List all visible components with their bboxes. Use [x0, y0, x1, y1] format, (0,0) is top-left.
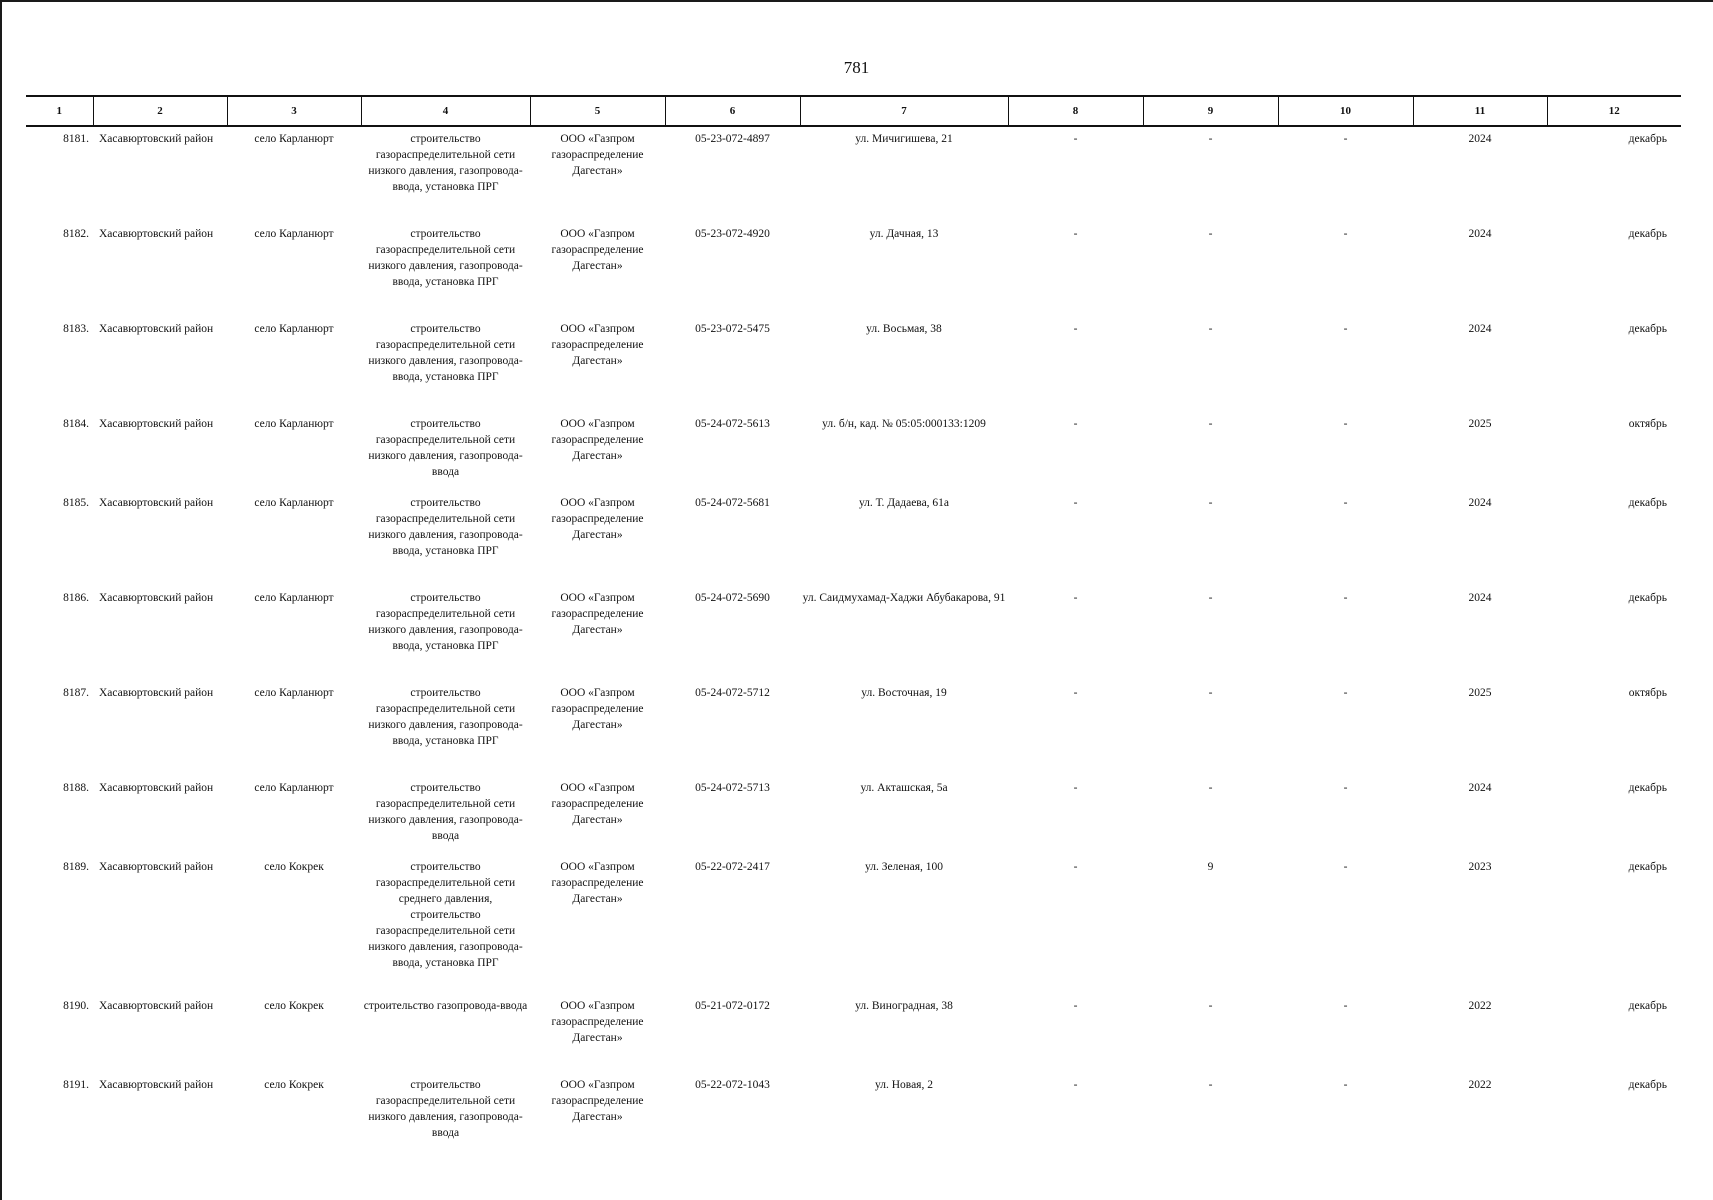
- district-cell: Хасавюртовский район: [99, 323, 214, 335]
- row-number: 8182.: [63, 228, 89, 240]
- column-9-cell: -: [1208, 323, 1213, 335]
- column-header: 11: [1413, 96, 1547, 126]
- district-cell: Хасавюртовский район: [99, 592, 214, 604]
- column-10-cell: -: [1343, 592, 1348, 604]
- works-description-cell: строительство газораспределительной сети низкого давления, газопровода-ввода: [368, 782, 523, 842]
- settlement-cell: село Карланюрт: [254, 323, 334, 335]
- table-row: [26, 780, 1681, 859]
- month-cell: декабрь: [1628, 861, 1667, 873]
- row-number: 8185.: [63, 497, 89, 509]
- column-header: 2: [93, 96, 227, 126]
- organization-cell: ООО «Газпром газораспределение Дагестан»: [551, 1000, 644, 1044]
- address-cell: ул. Восточная, 19: [861, 687, 947, 699]
- settlement-cell: село Карланюрт: [254, 228, 334, 240]
- column-number-row: [26, 96, 1681, 126]
- column-header: 10: [1278, 96, 1413, 126]
- application-number-cell: 05-24-072-5713: [695, 782, 770, 794]
- works-description-cell: строительство газораспределительной сети низкого давления, газопровода-ввода: [368, 1079, 523, 1139]
- column-9-cell: -: [1208, 228, 1213, 240]
- column-8-cell: -: [1073, 1079, 1078, 1091]
- address-cell: ул. Акташская, 5а: [860, 782, 948, 794]
- organization-cell: ООО «Газпром газораспределение Дагестан»: [551, 1079, 644, 1123]
- row-number: 8186.: [63, 592, 89, 604]
- address-cell: ул. Т. Дадаева, 61а: [858, 497, 950, 509]
- application-number-cell: 05-24-072-5690: [695, 592, 770, 604]
- organization-cell: ООО «Газпром газораспределение Дагестан»: [551, 687, 644, 731]
- application-number-cell: 05-23-072-5475: [695, 323, 770, 335]
- works-description-cell: строительство газораспределительной сети низкого давления, газопровода-ввода, установка ПРГ: [368, 228, 523, 288]
- settlement-cell: село Карланюрт: [254, 418, 334, 430]
- application-number-cell: 05-24-072-5712: [695, 687, 770, 699]
- column-9-cell: -: [1208, 592, 1213, 604]
- address-cell: ул. Восьмая, 38: [866, 323, 942, 335]
- year-cell: 2024: [1468, 133, 1492, 145]
- district-cell: Хасавюртовский район: [99, 1079, 214, 1091]
- organization-cell: ООО «Газпром газораспределение Дагестан»: [551, 782, 644, 826]
- column-8-cell: -: [1073, 1000, 1078, 1012]
- month-cell: декабрь: [1628, 228, 1667, 240]
- column-8-cell: -: [1073, 228, 1078, 240]
- month-cell: декабрь: [1628, 1079, 1667, 1091]
- application-number-cell: 05-23-072-4920: [695, 228, 770, 240]
- column-header: 9: [1143, 96, 1278, 126]
- column-9-cell: -: [1208, 1079, 1213, 1091]
- settlement-cell: село Кокрек: [264, 1079, 324, 1091]
- column-header: 12: [1547, 96, 1681, 126]
- scan-edge-top: [0, 0, 1713, 2]
- district-cell: Хасавюртовский район: [99, 1000, 214, 1012]
- column-9-cell: -: [1208, 497, 1213, 509]
- column-10-cell: -: [1343, 782, 1348, 794]
- application-number-cell: 05-22-072-2417: [695, 861, 770, 873]
- row-number: 8187.: [63, 687, 89, 699]
- column-10-cell: -: [1343, 418, 1348, 430]
- column-9-cell: 9: [1207, 861, 1214, 873]
- table-row: [26, 495, 1681, 590]
- year-cell: 2025: [1468, 687, 1492, 699]
- column-header: 5: [530, 96, 665, 126]
- page-number: 781: [843, 58, 870, 77]
- column-10-cell: -: [1343, 1079, 1348, 1091]
- settlement-cell: село Карланюрт: [254, 687, 334, 699]
- district-cell: Хасавюртовский район: [99, 418, 214, 430]
- month-cell: декабрь: [1628, 133, 1667, 145]
- month-cell: октябрь: [1628, 418, 1667, 430]
- column-10-cell: -: [1343, 133, 1348, 145]
- district-cell: Хасавюртовский район: [99, 782, 214, 794]
- column-8-cell: -: [1073, 497, 1078, 509]
- table-row: [26, 416, 1681, 495]
- works-description-cell: строительство газораспределительной сети низкого давления, газопровода-ввода, установка ПРГ: [368, 323, 523, 383]
- works-description-cell: строительство газопровода-ввода: [363, 1000, 528, 1012]
- year-cell: 2024: [1468, 782, 1492, 794]
- month-cell: октябрь: [1628, 687, 1667, 699]
- row-number: 8189.: [63, 861, 89, 873]
- organization-cell: ООО «Газпром газораспределение Дагестан»: [551, 133, 644, 177]
- year-cell: 2024: [1468, 592, 1492, 604]
- column-9-cell: -: [1208, 782, 1213, 794]
- row-number: 8183.: [63, 323, 89, 335]
- application-number-cell: 05-24-072-5681: [695, 497, 770, 509]
- column-header: 1: [26, 96, 93, 126]
- organization-cell: ООО «Газпром газораспределение Дагестан»: [551, 228, 644, 272]
- column-9-cell: -: [1208, 1000, 1213, 1012]
- district-cell: Хасавюртовский район: [99, 228, 214, 240]
- table-row: [26, 590, 1681, 685]
- table-row: [26, 226, 1681, 321]
- row-number: 8184.: [63, 418, 89, 430]
- column-10-cell: -: [1343, 323, 1348, 335]
- month-cell: декабрь: [1628, 323, 1667, 335]
- organization-cell: ООО «Газпром газораспределение Дагестан»: [551, 861, 644, 905]
- month-cell: декабрь: [1628, 592, 1667, 604]
- year-cell: 2024: [1468, 228, 1492, 240]
- column-header: 4: [361, 96, 530, 126]
- works-description-cell: строительство газораспределительной сети низкого давления, газопровода-ввода, установка ПРГ: [368, 592, 523, 652]
- column-10-cell: -: [1343, 497, 1348, 509]
- year-cell: 2024: [1468, 323, 1492, 335]
- works-description-cell: строительство газораспределительной сети низкого давления, газопровода-ввода: [368, 418, 523, 478]
- column-8-cell: -: [1073, 687, 1078, 699]
- works-description-cell: строительство газораспределительной сети низкого давления, газопровода-ввода, установка ПРГ: [368, 133, 523, 193]
- table-row: [26, 859, 1681, 998]
- column-9-cell: -: [1208, 133, 1213, 145]
- district-cell: Хасавюртовский район: [99, 861, 214, 873]
- settlement-cell: село Карланюрт: [254, 133, 334, 145]
- application-number-cell: 05-23-072-4897: [695, 133, 770, 145]
- table-row: [26, 321, 1681, 416]
- district-cell: Хасавюртовский район: [99, 133, 214, 145]
- scan-edge-left: [0, 0, 2, 1200]
- address-cell: ул. Зеленая, 100: [865, 861, 943, 873]
- row-number: 8181.: [63, 133, 89, 145]
- table-row: [26, 685, 1681, 780]
- column-header: 7: [800, 96, 1008, 126]
- year-cell: 2024: [1468, 497, 1492, 509]
- year-cell: 2023: [1468, 861, 1492, 873]
- column-8-cell: -: [1073, 592, 1078, 604]
- column-10-cell: -: [1343, 861, 1348, 873]
- address-cell: ул. Новая, 2: [875, 1079, 933, 1091]
- month-cell: декабрь: [1628, 1000, 1667, 1012]
- application-number-cell: 05-24-072-5613: [695, 418, 770, 430]
- row-number: 8190.: [63, 1000, 89, 1012]
- gasification-registry-table: [26, 95, 1681, 1156]
- year-cell: 2022: [1468, 1079, 1492, 1091]
- month-cell: декабрь: [1628, 497, 1667, 509]
- column-header: 6: [665, 96, 800, 126]
- column-header: 3: [227, 96, 361, 126]
- district-cell: Хасавюртовский район: [99, 687, 214, 699]
- column-9-cell: -: [1208, 687, 1213, 699]
- table-row: [26, 1077, 1681, 1156]
- settlement-cell: село Карланюрт: [254, 592, 334, 604]
- column-8-cell: -: [1073, 418, 1078, 430]
- column-8-cell: -: [1073, 133, 1078, 145]
- address-cell: ул. Виноградная, 38: [855, 1000, 953, 1012]
- column-8-cell: -: [1073, 323, 1078, 335]
- organization-cell: ООО «Газпром газораспределение Дагестан»: [551, 323, 644, 367]
- application-number-cell: 05-21-072-0172: [695, 1000, 770, 1012]
- address-cell: ул. Мичигишева, 21: [855, 133, 953, 145]
- column-10-cell: -: [1343, 1000, 1348, 1012]
- month-cell: декабрь: [1628, 782, 1667, 794]
- row-number: 8191.: [63, 1079, 89, 1091]
- column-9-cell: -: [1208, 418, 1213, 430]
- row-number: 8188.: [63, 782, 89, 794]
- settlement-cell: село Кокрек: [264, 861, 324, 873]
- table-row: [26, 998, 1681, 1077]
- district-cell: Хасавюртовский район: [99, 497, 214, 509]
- column-10-cell: -: [1343, 228, 1348, 240]
- works-description-cell: строительство газораспределительной сети среднего давления, строительство газораспределительной сети низкого давления, газопровода-ввода, установка ПРГ: [368, 861, 523, 969]
- address-cell: ул. б/н, кад. № 05:05:000133:1209: [822, 418, 986, 430]
- column-8-cell: -: [1073, 782, 1078, 794]
- works-description-cell: строительство газораспределительной сети низкого давления, газопровода-ввода, установка ПРГ: [368, 497, 523, 557]
- settlement-cell: село Кокрек: [264, 1000, 324, 1012]
- organization-cell: ООО «Газпром газораспределение Дагестан»: [551, 592, 644, 636]
- settlement-cell: село Карланюрт: [254, 497, 334, 509]
- works-description-cell: строительство газораспределительной сети низкого давления, газопровода-ввода, установка ПРГ: [368, 687, 523, 747]
- settlement-cell: село Карланюрт: [254, 782, 334, 794]
- year-cell: 2025: [1468, 418, 1492, 430]
- application-number-cell: 05-22-072-1043: [695, 1079, 770, 1091]
- column-8-cell: -: [1073, 861, 1078, 873]
- address-cell: ул. Дачная, 13: [869, 228, 939, 240]
- column-header: 8: [1008, 96, 1143, 126]
- table-row: [26, 126, 1681, 226]
- column-10-cell: -: [1343, 687, 1348, 699]
- organization-cell: ООО «Газпром газораспределение Дагестан»: [551, 418, 644, 462]
- year-cell: 2022: [1468, 1000, 1492, 1012]
- address-cell: ул. Саидмухамад-Хаджи Абубакарова, 91: [802, 592, 1006, 604]
- organization-cell: ООО «Газпром газораспределение Дагестан»: [551, 497, 644, 541]
